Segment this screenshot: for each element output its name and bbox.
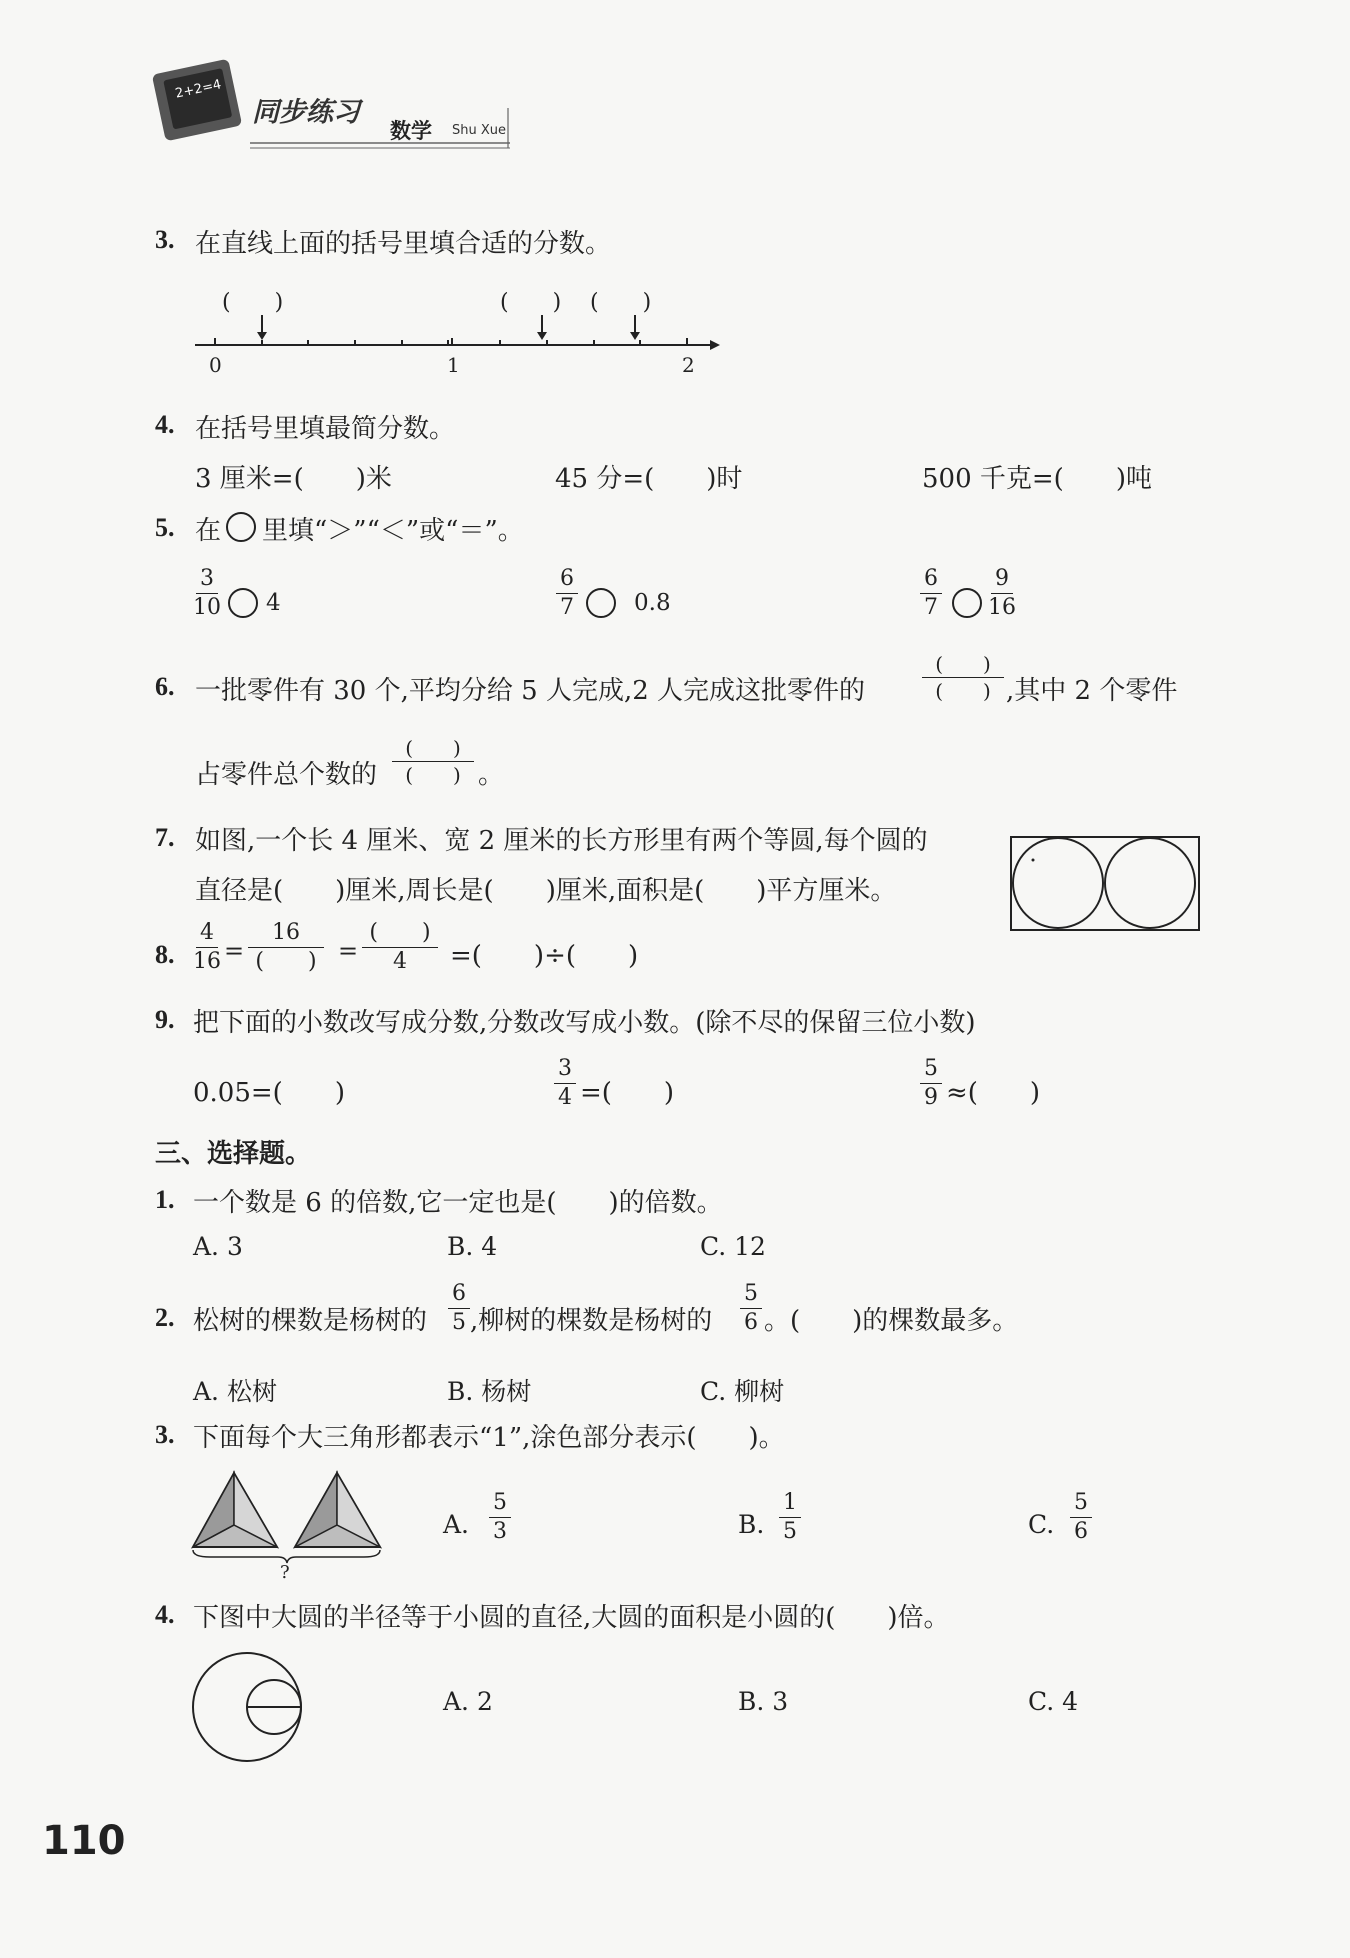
q8-fraction-3[interactable] (362, 922, 438, 973)
c3-option-a-label[interactable]: A. (443, 1510, 470, 1539)
q9-item2-fraction (554, 1058, 576, 1109)
q5-item1-circle[interactable] (228, 588, 258, 618)
c3-brace-label: ? (280, 1562, 290, 1583)
q9-text: 把下面的小数改写成分数,分数改写成小数。(除不尽的保留三位小数) (193, 1008, 976, 1038)
q9-item3-tail: ≈( ) (946, 1078, 1041, 1108)
q6-line1-end: ,其中 2 个零件 (1006, 676, 1178, 706)
q9-item2-den: 4 (558, 1085, 572, 1110)
q7-number: 7. (155, 823, 175, 852)
tick-label-1: 1 (447, 353, 460, 377)
q8-number: 8. (155, 940, 175, 969)
c4-option-a[interactable]: A. 2 (443, 1687, 493, 1716)
q5-item1-fraction (193, 568, 221, 619)
c3-option-c-label[interactable]: C. (1028, 1510, 1055, 1539)
q5-circle-sample (226, 512, 256, 542)
c1-text: 一个数是 6 的倍数,它一定也是( )的倍数。 (193, 1188, 723, 1218)
c2-number: 2. (155, 1303, 175, 1332)
q5-text-a: 在 (195, 516, 222, 546)
q8-f1-den: 16 (193, 949, 221, 974)
triangles-figure (190, 1470, 390, 1565)
q4-item-2: 45 分=( )时 (555, 464, 743, 494)
q5-item3-fraction (920, 568, 942, 619)
c2-option-c[interactable]: C. 柳树 (700, 1377, 785, 1406)
q5-item3-right-fraction (988, 568, 1016, 619)
q6-blank-den-1: ( ) (935, 679, 991, 703)
c2-f2-num: 5 (740, 1283, 762, 1309)
c4-option-c[interactable]: C. 4 (1028, 1687, 1079, 1716)
q6-line1: 一批零件有 30 个,平均分给 5 人完成,2 人完成这批零件的 (195, 676, 866, 706)
q5-item1-den: 10 (193, 595, 221, 620)
c2-fraction-2 (740, 1283, 762, 1334)
q3-number: 3. (155, 225, 175, 254)
q7-line1: 如图,一个长 4 厘米、宽 2 厘米的长方形里有两个等圆,每个圆的 (195, 826, 928, 856)
c2-option-b[interactable]: B. 杨树 (447, 1377, 532, 1406)
c3-a-num: 5 (489, 1492, 511, 1518)
q9-number: 9. (155, 1005, 175, 1034)
c2-f1-num: 6 (448, 1283, 470, 1309)
c3-number: 3. (155, 1420, 175, 1449)
q6-blank-fraction-1[interactable] (922, 654, 1004, 701)
q8-fraction-2[interactable] (248, 922, 324, 973)
section-3-title: 三、选择题。 (155, 1139, 312, 1169)
q6-blank-num-1: ( ) (922, 654, 1004, 678)
c3-b-den: 5 (783, 1519, 797, 1544)
q5-item2-right: 0.8 (634, 590, 671, 616)
series-title: 同步练习 (252, 97, 360, 128)
c3-option-a-fraction (489, 1492, 511, 1543)
c3-option-c-fraction (1070, 1492, 1092, 1543)
q4-item-3: 500 千克=( )吨 (922, 464, 1152, 494)
c4-text: 下图中大圆的半径等于小圆的直径,大圆的面积是小圆的( )倍。 (193, 1603, 950, 1633)
q9-item3-fraction (920, 1058, 942, 1109)
q3-text: 在直线上面的括号里填合适的分数。 (195, 229, 612, 259)
q5-item2-num: 6 (556, 568, 578, 594)
q6-line2-end: 。 (478, 760, 505, 790)
q4-number: 4. (155, 410, 175, 439)
q5-item2-circle[interactable] (586, 588, 616, 618)
q6-number: 6. (155, 672, 175, 701)
c3-option-b-label[interactable]: B. (738, 1510, 765, 1539)
q5-item1-right: 4 (266, 590, 281, 616)
page-number: 110 (42, 1818, 126, 1864)
q5-item1-num: 3 (196, 568, 218, 594)
q5-number: 5. (155, 513, 175, 542)
q4-item-1: 3 厘米=( )米 (195, 464, 392, 494)
q5-text-b: 里填“＞”“＜”或“＝”。 (262, 516, 524, 546)
c3-option-b-fraction (779, 1492, 801, 1543)
q6-blank-num-2: ( ) (392, 738, 474, 762)
tick-label-2: 2 (682, 353, 695, 377)
q8-f2-den: ( ) (255, 949, 317, 974)
q8-eq-2: = (338, 937, 359, 965)
c1-option-b[interactable]: B. 4 (447, 1232, 498, 1261)
q8-tail: =( )÷( ) (450, 941, 639, 971)
subject-label: 数学 (390, 119, 432, 143)
q7-line2: 直径是( )厘米,周长是( )厘米,面积是( )平方厘米。 (195, 876, 897, 906)
c1-option-c[interactable]: C. 12 (700, 1232, 766, 1261)
q8-eq-1: = (224, 937, 245, 965)
c2-f1-den: 5 (452, 1310, 466, 1335)
q3-blank-2: ( ) (500, 290, 562, 315)
q5-item2-den: 7 (560, 595, 574, 620)
c3-b-num: 1 (779, 1492, 801, 1518)
c3-c-num: 5 (1070, 1492, 1092, 1518)
q3-blank-3: ( ) (590, 290, 652, 315)
q9-item3-den: 9 (924, 1085, 938, 1110)
q4-text: 在括号里填最简分数。 (195, 414, 456, 444)
c2-f2-den: 6 (744, 1310, 758, 1335)
q9-item2-num: 3 (554, 1058, 576, 1084)
q3-blank-1: ( ) (222, 290, 284, 315)
q8-f2-num: 16 (248, 922, 324, 948)
c1-number: 1. (155, 1185, 175, 1214)
c2-text-a: 松树的棵数是杨树的 (193, 1306, 428, 1336)
q9-item3-num: 5 (920, 1058, 942, 1084)
c3-c-den: 6 (1074, 1519, 1088, 1544)
q5-item3-right-den: 16 (988, 595, 1016, 620)
c4-option-b[interactable]: B. 3 (738, 1687, 789, 1716)
q9-item2-tail: =( ) (580, 1078, 675, 1108)
rectangle-two-circles-figure (1010, 836, 1200, 932)
big-small-circle-figure (190, 1650, 305, 1765)
c3-a-den: 3 (493, 1519, 507, 1544)
c2-text-b: ,柳树的棵数是杨树的 (470, 1306, 713, 1336)
q6-blank-fraction-2[interactable] (392, 738, 474, 785)
tick-label-0: 0 (209, 353, 222, 377)
q5-item3-right-num: 9 (991, 568, 1013, 594)
c2-text-c: 。( )的棵数最多。 (764, 1306, 1019, 1336)
q6-blank-den-2: ( ) (405, 763, 461, 787)
q5-item3-den: 7 (924, 595, 938, 620)
q8-f1-num: 4 (196, 922, 218, 948)
q5-item3-num: 6 (920, 568, 942, 594)
board-text: 2+2=4 (173, 77, 223, 102)
c1-option-a[interactable]: A. 3 (193, 1232, 243, 1261)
q6-line2: 占零件总个数的 (195, 760, 378, 790)
q8-f3-num: ( ) (362, 922, 438, 948)
q8-fraction-1 (193, 922, 221, 973)
c2-option-a[interactable]: A. 松树 (193, 1377, 277, 1406)
c3-text: 下面每个大三角形都表示“1”,涂色部分表示( )。 (193, 1423, 785, 1453)
c4-number: 4. (155, 1600, 175, 1629)
subject-pinyin: Shu Xue (452, 123, 507, 138)
q8-f3-den: 4 (393, 949, 407, 974)
q5-item3-circle[interactable] (952, 588, 982, 618)
c2-fraction-1 (448, 1283, 470, 1334)
q5-item2-fraction (556, 568, 578, 619)
q9-item-1: 0.05=( ) (193, 1078, 345, 1108)
